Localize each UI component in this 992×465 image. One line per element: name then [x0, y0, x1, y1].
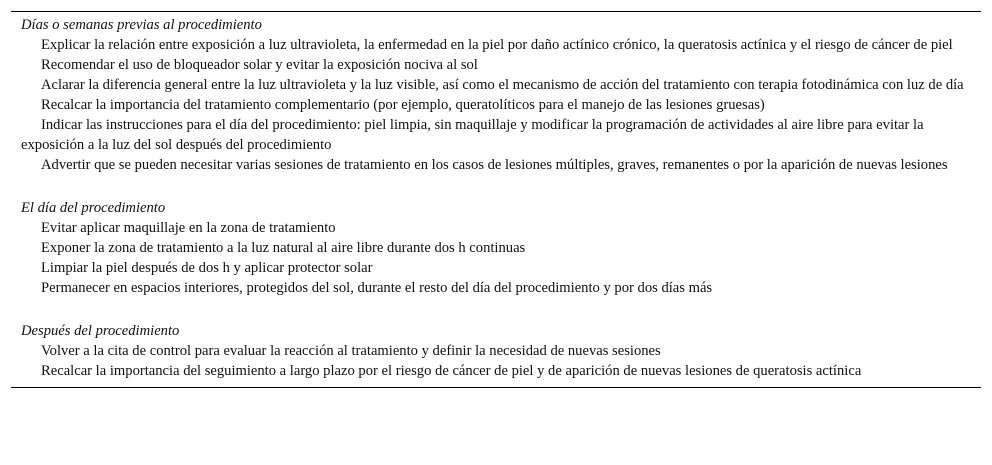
list-item: Aclarar la diferencia general entre la luz ultravioleta y la luz visible, así como el mecanismo de acción del tratamiento con terapia fotodinámica con luz de día: [41, 77, 964, 93]
recommendations-table: [11, 11, 981, 388]
list-item: Explicar la relación entre exposición a luz ultravioleta, la enfermedad en la piel por daño actínico crónico, la queratosis actínica y el riesgo de cáncer de piel: [41, 37, 953, 53]
list-item: Permanecer en espacios interiores, protegidos del sol, durante el resto del día del procedimiento y por dos días más: [41, 280, 713, 296]
section-before-procedure: [11, 15, 981, 175]
list-item: Recomendar el uso de bloqueador solar y evitar la exposición nociva al sol: [41, 57, 478, 73]
list-item: Recalcar la importancia del tratamiento complementario (por ejemplo, queratolíticos para el manejo de las lesiones gruesas): [41, 97, 765, 113]
list-item: Advertir que se pueden necesitar varias sesiones de tratamiento en los casos de lesiones múltiples, graves, remanentes o por la aparición de nuevas lesiones: [41, 157, 948, 173]
list-item: Evitar aplicar maquillaje en la zona de tratamiento: [41, 220, 336, 236]
list-item: Recalcar la importancia del seguimiento a largo plazo por el riesgo de cáncer de piel y de aparición de nuevas lesiones de queratosis actínica: [41, 363, 862, 379]
section-title: Días o semanas previas al procedimiento: [21, 17, 262, 33]
list-item: Limpiar la piel después de dos h y aplicar protector solar: [41, 260, 373, 276]
section-title: Después del procedimiento: [21, 323, 180, 339]
list-item: Exponer la zona de tratamiento a la luz natural al aire libre durante dos h continuas: [41, 240, 526, 256]
list-item: Indicar las instrucciones para el día del procedimiento: piel limpia, sin maquillaje y modificar la programación de actividades al aire libre para evitar la exposición a la luz del sol después del procedimiento: [21, 117, 924, 153]
section-procedure-day: [11, 198, 981, 298]
section-title: El día del procedimiento: [21, 200, 166, 216]
section-after-procedure: [11, 321, 981, 381]
list-item: Volver a la cita de control para evaluar la reacción al tratamiento y definir la necesidad de nuevas sesiones: [41, 343, 661, 359]
